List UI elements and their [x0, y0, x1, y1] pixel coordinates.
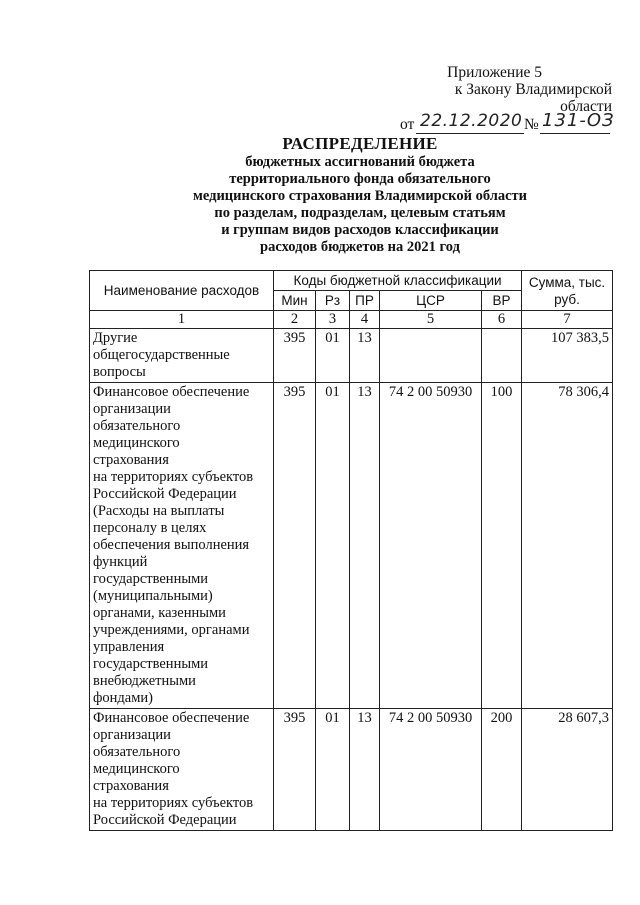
expense-type-code: 100 [482, 383, 522, 709]
expense-type-code [482, 329, 522, 383]
amount: 78 306,4 [522, 383, 613, 709]
amount: 28 607,3 [522, 709, 613, 831]
section-code: 01 [316, 709, 350, 831]
column-number: 4 [350, 311, 380, 329]
target-article-code [380, 329, 482, 383]
table-row [90, 329, 613, 383]
column-number: 2 [274, 311, 316, 329]
expense-name-line: учреждениями, органами [93, 622, 250, 638]
expense-name-line: медицинского [93, 761, 180, 777]
target-article-code: 74 2 00 50930 [380, 709, 482, 831]
header-sum: Сумма, тыс. руб. [522, 271, 613, 311]
header-vr: ВР [482, 291, 522, 311]
expense-name-line: (Расходы на выплаты [93, 503, 225, 519]
title-line: расходов бюджетов на 2021 год [260, 239, 460, 255]
expense-type-code: 200 [482, 709, 522, 831]
expense-name-line: обязательного [93, 744, 181, 760]
ministry-code: 395 [274, 383, 316, 709]
expense-name-line: на территориях субъектов [93, 469, 254, 485]
column-number: 5 [380, 311, 482, 329]
subsection-code: 13 [350, 709, 380, 831]
target-article-code: 74 2 00 50930 [380, 383, 482, 709]
expense-name-line: внебюджетными [93, 673, 196, 689]
expense-name-line: Финансовое обеспечение [93, 384, 250, 400]
law-reference: к Закону Владимирской области [454, 81, 612, 115]
expense-name-line: организации [93, 401, 171, 417]
header-csr: ЦСР [380, 291, 482, 311]
ministry-code: 395 [274, 709, 316, 831]
document-header [400, 64, 620, 136]
expense-name-line: страхования [93, 452, 169, 468]
column-number: 1 [90, 311, 274, 329]
column-number: 6 [482, 311, 522, 329]
column-number: 3 [316, 311, 350, 329]
subsection-code: 13 [350, 383, 380, 709]
header-pr: ПР [350, 291, 380, 311]
expense-name-line: медицинского [93, 435, 180, 451]
title-main: РАСПРЕДЕЛЕНИЕ [282, 134, 438, 153]
expense-name-line: Финансовое обеспечение [93, 710, 250, 726]
table-body [90, 329, 613, 831]
expense-name-line: обеспечения выполнения [93, 537, 250, 553]
from-label: от [400, 116, 415, 133]
expense-name-cell [90, 709, 274, 831]
table-row [90, 383, 613, 709]
budget-table [89, 270, 613, 831]
column-number-row [90, 311, 613, 329]
section-code: 01 [316, 329, 350, 383]
expense-name-line: персоналу в целях [93, 520, 207, 536]
header-rz: Рз [316, 291, 350, 311]
law-date-number-line [400, 110, 620, 136]
section-code: 01 [316, 383, 350, 709]
expense-name-cell [90, 383, 274, 709]
expense-name-line: на территориях субъектов [93, 795, 254, 811]
number-label: № [524, 116, 539, 133]
expense-name-line: страхования [93, 778, 169, 794]
title-line: бюджетных ассигнований бюджета [245, 154, 475, 170]
document-title [150, 134, 570, 256]
subsection-code: 13 [350, 329, 380, 383]
expense-name-line: организации [93, 727, 171, 743]
expense-name-line: вопросы [93, 364, 146, 380]
ministry-code: 395 [274, 329, 316, 383]
handwritten-law-number: 131-ОЗ [542, 110, 615, 131]
expense-name-line: (муниципальными) [93, 588, 213, 604]
expense-name-line: обязательного [93, 418, 181, 434]
expense-name-line: фондами) [93, 690, 153, 706]
annex-label: Приложение 5 [447, 64, 542, 81]
expense-name-line: Российской Федерации [93, 486, 237, 502]
amount: 107 383,5 [522, 329, 613, 383]
header-row [90, 271, 613, 291]
column-number: 7 [522, 311, 613, 329]
expense-name-line: государственными [93, 571, 209, 587]
title-line: по разделам, подразделам, целевым статьям [214, 205, 506, 221]
header-codes: Коды бюджетной классификации [274, 271, 522, 291]
table-row [90, 709, 613, 831]
title-line: и группам видов расходов классификации [221, 222, 499, 238]
expense-name-line: Российской Федерации [93, 812, 237, 828]
expense-name-cell [90, 329, 274, 383]
handwritten-date: 22.12.2020 [420, 111, 523, 131]
expense-name-line: государственными [93, 656, 209, 672]
header-min: Мин [274, 291, 316, 311]
title-line: медицинского страхования Владимирской области [192, 188, 528, 204]
expense-name-line: управления [93, 639, 165, 655]
expense-name-line: Другие [93, 330, 138, 346]
header-name: Наименование расходов [90, 271, 274, 311]
title-line: территориального фонда обязательного [229, 171, 491, 187]
expense-name-line: общегосударственные [93, 347, 230, 363]
expense-name-line: органами, казенными [93, 605, 226, 621]
expense-name-line: функций [93, 554, 148, 570]
